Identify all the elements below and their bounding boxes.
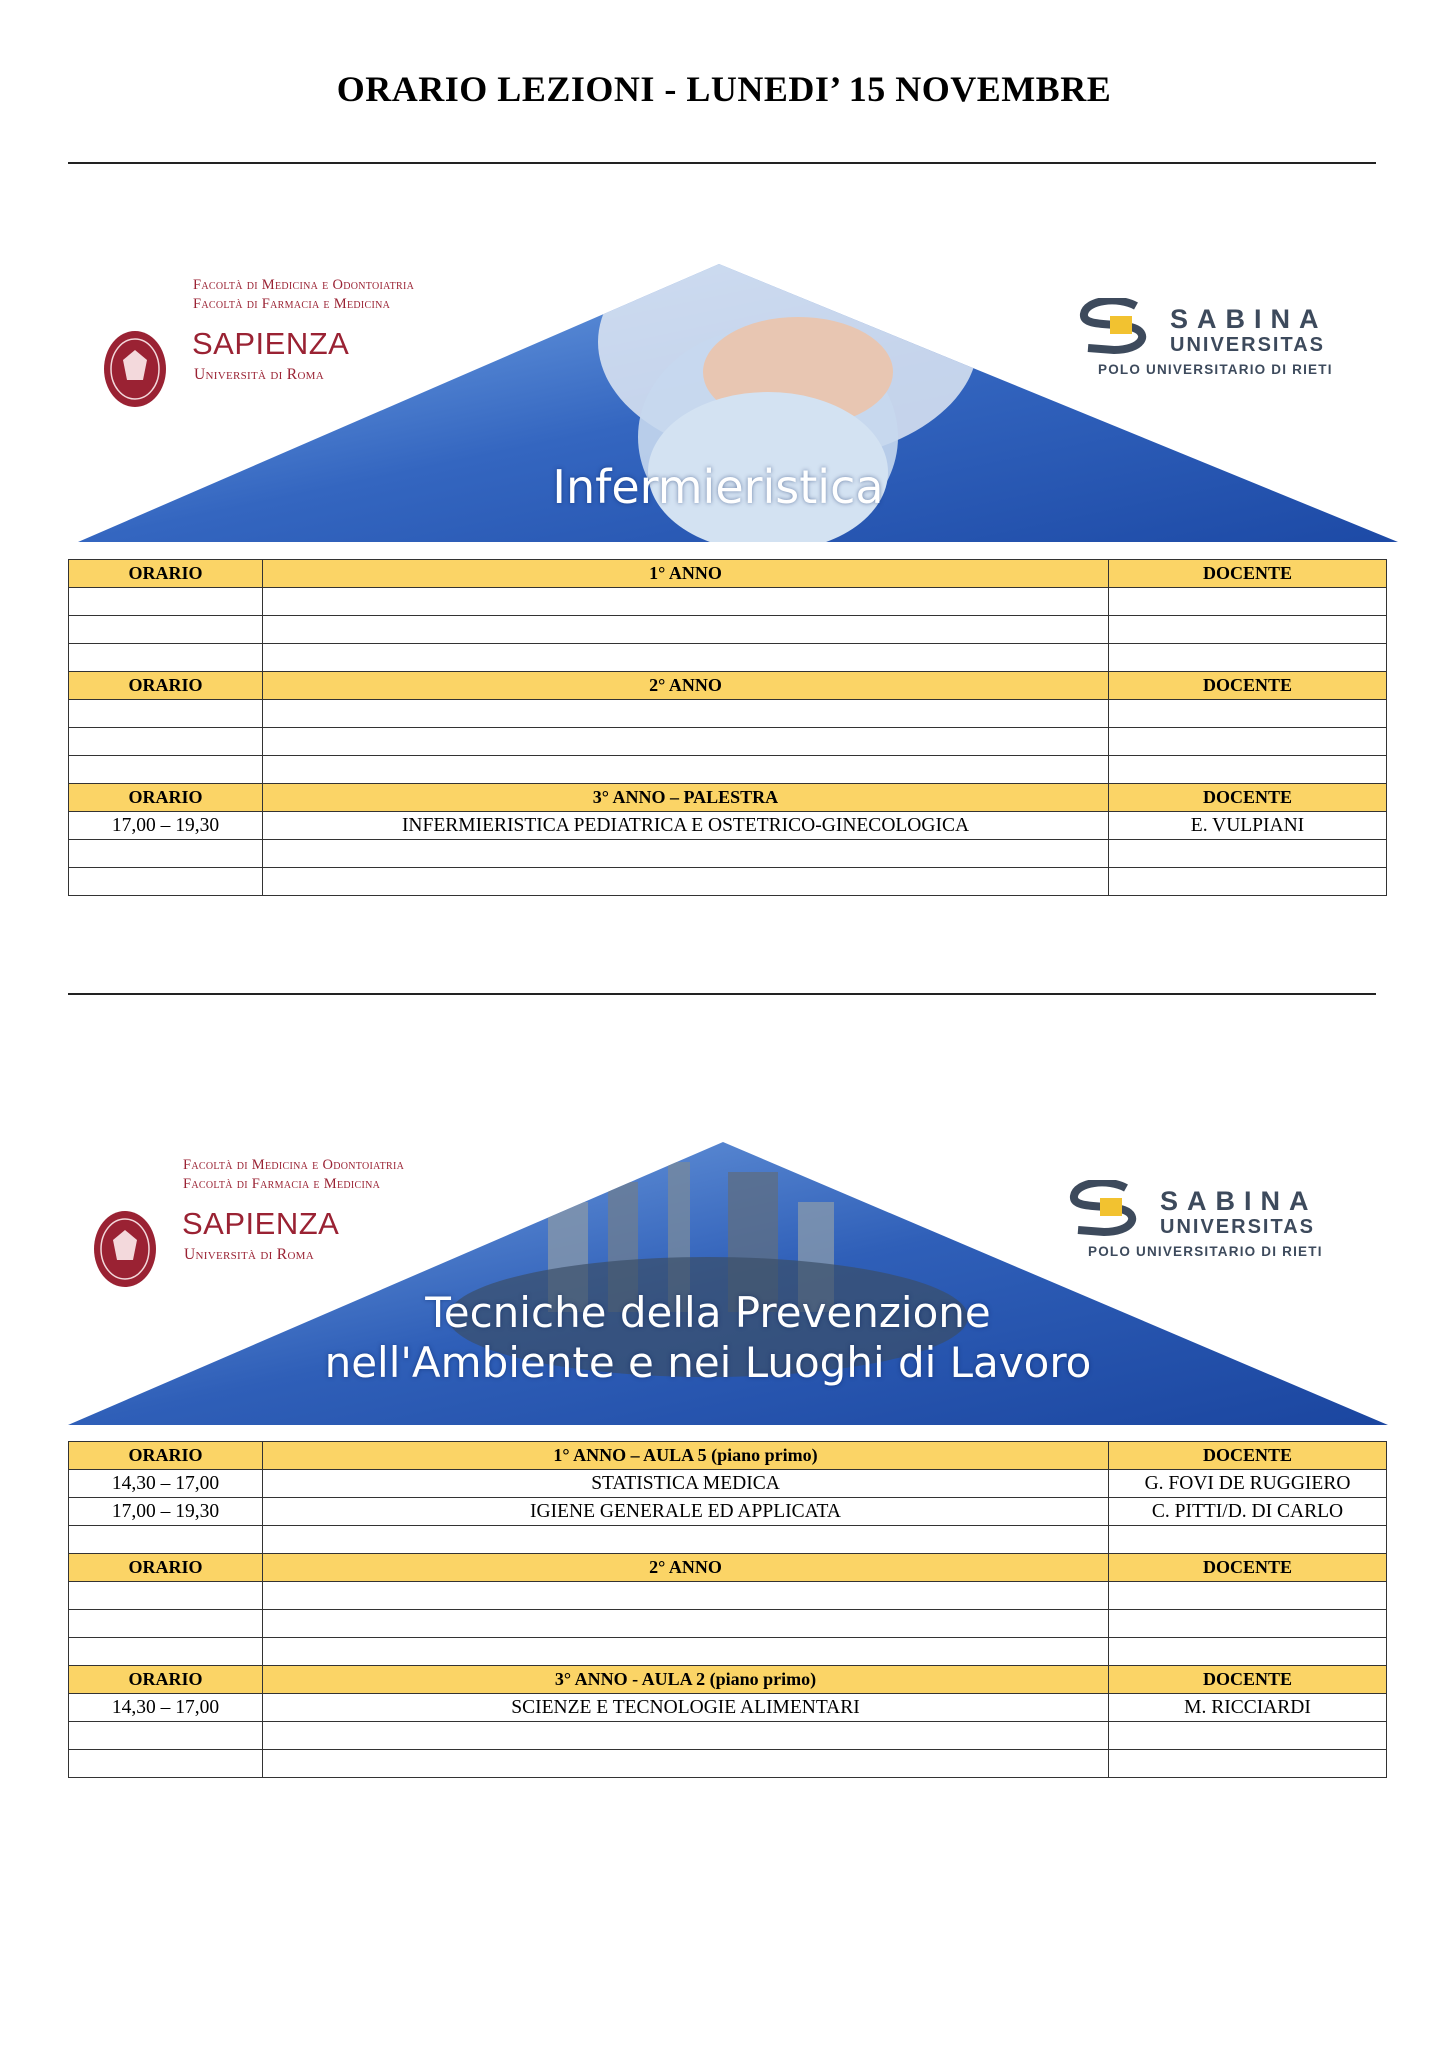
sapienza-subtitle: Università di Roma xyxy=(184,1246,315,1263)
table-row xyxy=(69,1694,1387,1722)
teacher-cell: M. RICCIARDI xyxy=(1109,1694,1387,1722)
table-cell xyxy=(69,1610,263,1638)
table-cell xyxy=(69,700,263,728)
table-header-row xyxy=(69,784,1387,812)
header-cell: DOCENTE xyxy=(1109,1666,1387,1694)
table-cell xyxy=(263,644,1109,672)
header-cell: ORARIO xyxy=(69,560,263,588)
table-cell xyxy=(1109,1638,1387,1666)
header-cell: DOCENTE xyxy=(1109,672,1387,700)
table-cell xyxy=(69,840,263,868)
table-row xyxy=(69,1722,1387,1750)
sabina-book-icon xyxy=(1078,298,1158,354)
header-cell: DOCENTE xyxy=(1109,784,1387,812)
header-cell: 3° ANNO - AULA 2 (piano primo) xyxy=(263,1666,1109,1694)
sapienza-name: SAPIENZA xyxy=(192,326,350,361)
table-cell xyxy=(263,616,1109,644)
table-cell xyxy=(263,700,1109,728)
header-cell: 2° ANNO xyxy=(263,1554,1109,1582)
time-cell: 17,00 – 19,30 xyxy=(69,812,263,840)
header-cell: ORARIO xyxy=(69,784,263,812)
table-cell xyxy=(69,756,263,784)
table-cell xyxy=(263,840,1109,868)
table-row xyxy=(69,868,1387,896)
table-cell xyxy=(1109,1582,1387,1610)
banner-infermieristica xyxy=(68,262,1398,542)
divider xyxy=(68,162,1376,164)
table-row xyxy=(69,1498,1387,1526)
faculty-line-2: Facoltà di Farmacia e Medicina xyxy=(193,296,391,312)
table-cell xyxy=(1109,588,1387,616)
table-cell xyxy=(263,588,1109,616)
table-cell xyxy=(263,1750,1109,1778)
banner-course-title-line-2: nell'Ambiente e nei Luoghi di Lavoro xyxy=(324,1338,1092,1387)
banner-tecniche-prevenzione xyxy=(68,1142,1398,1422)
time-cell: 14,30 – 17,00 xyxy=(69,1694,263,1722)
divider xyxy=(68,993,1376,995)
banner-course-title: Infermieristica xyxy=(552,460,884,514)
sabina-book-icon xyxy=(1068,1180,1148,1236)
table-cell xyxy=(69,868,263,896)
sabina-name: SABINA xyxy=(1160,1186,1318,1216)
table-row xyxy=(69,616,1387,644)
course-cell: IGIENE GENERALE ED APPLICATA xyxy=(263,1498,1109,1526)
table-cell xyxy=(263,868,1109,896)
table-cell xyxy=(263,1638,1109,1666)
table-row xyxy=(69,728,1387,756)
sabina-polo: POLO UNIVERSITARIO DI RIETI xyxy=(1098,362,1333,377)
header-cell: ORARIO xyxy=(69,1554,263,1582)
table-cell xyxy=(263,728,1109,756)
table-row xyxy=(69,1526,1387,1554)
header-cell: ORARIO xyxy=(69,1442,263,1470)
header-cell: DOCENTE xyxy=(1109,560,1387,588)
header-cell: 1° ANNO xyxy=(263,560,1109,588)
table-header-row xyxy=(69,1554,1387,1582)
time-cell: 14,30 – 17,00 xyxy=(69,1470,263,1498)
course-cell: SCIENZE E TECNOLOGIE ALIMENTARI xyxy=(263,1694,1109,1722)
sapienza-name: SAPIENZA xyxy=(182,1206,340,1241)
table-cell xyxy=(1109,1610,1387,1638)
table-row xyxy=(69,840,1387,868)
sabina-polo: POLO UNIVERSITARIO DI RIETI xyxy=(1088,1244,1323,1259)
course-cell: STATISTICA MEDICA xyxy=(263,1470,1109,1498)
table-cell xyxy=(69,1722,263,1750)
table-cell xyxy=(69,644,263,672)
table-cell xyxy=(69,1638,263,1666)
table-header-row xyxy=(69,1666,1387,1694)
table-row xyxy=(69,1470,1387,1498)
table-row xyxy=(69,644,1387,672)
table-cell xyxy=(263,1722,1109,1750)
faculty-line-1: Facoltà di Medicina e Odontoiatria xyxy=(183,1157,405,1173)
table-cell xyxy=(69,616,263,644)
course-cell: INFERMIERISTICA PEDIATRICA E OSTETRICO-GINECOLOGICA xyxy=(263,812,1109,840)
faculty-line-1: Facoltà di Medicina e Odontoiatria xyxy=(193,277,415,293)
header-cell: 1° ANNO – AULA 5 (piano primo) xyxy=(263,1442,1109,1470)
page-title: ORARIO LEZIONI - LUNEDI’ 15 NOVEMBRE xyxy=(336,69,1112,109)
schedule-table-tecniche-prevenzione xyxy=(68,1441,1387,1778)
table-cell xyxy=(1109,616,1387,644)
table-cell xyxy=(69,1750,263,1778)
table-cell xyxy=(69,728,263,756)
table-cell xyxy=(1109,700,1387,728)
table-row xyxy=(69,812,1387,840)
sabina-universitas: UNIVERSITAS xyxy=(1170,334,1325,356)
table-header-row xyxy=(69,672,1387,700)
table-cell xyxy=(1109,868,1387,896)
sapienza-subtitle: Università di Roma xyxy=(194,366,325,383)
header-cell: DOCENTE xyxy=(1109,1442,1387,1470)
table-row xyxy=(69,1610,1387,1638)
sabina-universitas: UNIVERSITAS xyxy=(1160,1216,1315,1238)
banner-course-title-line-1: Tecniche della Prevenzione xyxy=(425,1288,991,1337)
table-cell xyxy=(1109,1750,1387,1778)
table-row xyxy=(69,700,1387,728)
table-cell xyxy=(263,756,1109,784)
time-cell: 17,00 – 19,30 xyxy=(69,1498,263,1526)
header-cell: ORARIO xyxy=(69,672,263,700)
header-cell: 3° ANNO – PALESTRA xyxy=(263,784,1109,812)
sapienza-seal-icon xyxy=(103,330,167,408)
header-cell: 2° ANNO xyxy=(263,672,1109,700)
table-header-row xyxy=(69,1442,1387,1470)
faculty-line-2: Facoltà di Farmacia e Medicina xyxy=(183,1176,381,1192)
teacher-cell: C. PITTI/D. DI CARLO xyxy=(1109,1498,1387,1526)
table-cell xyxy=(263,1526,1109,1554)
table-cell xyxy=(1109,1526,1387,1554)
table-row xyxy=(69,1638,1387,1666)
table-row xyxy=(69,1750,1387,1778)
table-cell xyxy=(263,1582,1109,1610)
header-cell: ORARIO xyxy=(69,1666,263,1694)
table-cell xyxy=(263,1610,1109,1638)
sapienza-seal-icon xyxy=(93,1210,157,1288)
table-row xyxy=(69,756,1387,784)
schedule-table-infermieristica xyxy=(68,559,1387,896)
table-cell xyxy=(1109,728,1387,756)
table-cell xyxy=(1109,644,1387,672)
table-cell xyxy=(69,588,263,616)
table-cell xyxy=(69,1526,263,1554)
header-cell: DOCENTE xyxy=(1109,1554,1387,1582)
table-header-row xyxy=(69,560,1387,588)
table-cell xyxy=(1109,840,1387,868)
table-row xyxy=(69,588,1387,616)
teacher-cell: G. FOVI DE RUGGIERO xyxy=(1109,1470,1387,1498)
table-cell xyxy=(1109,1722,1387,1750)
table-cell xyxy=(1109,756,1387,784)
table-row xyxy=(69,1582,1387,1610)
teacher-cell: E. VULPIANI xyxy=(1109,812,1387,840)
sabina-name: SABINA xyxy=(1170,304,1328,334)
table-cell xyxy=(69,1582,263,1610)
